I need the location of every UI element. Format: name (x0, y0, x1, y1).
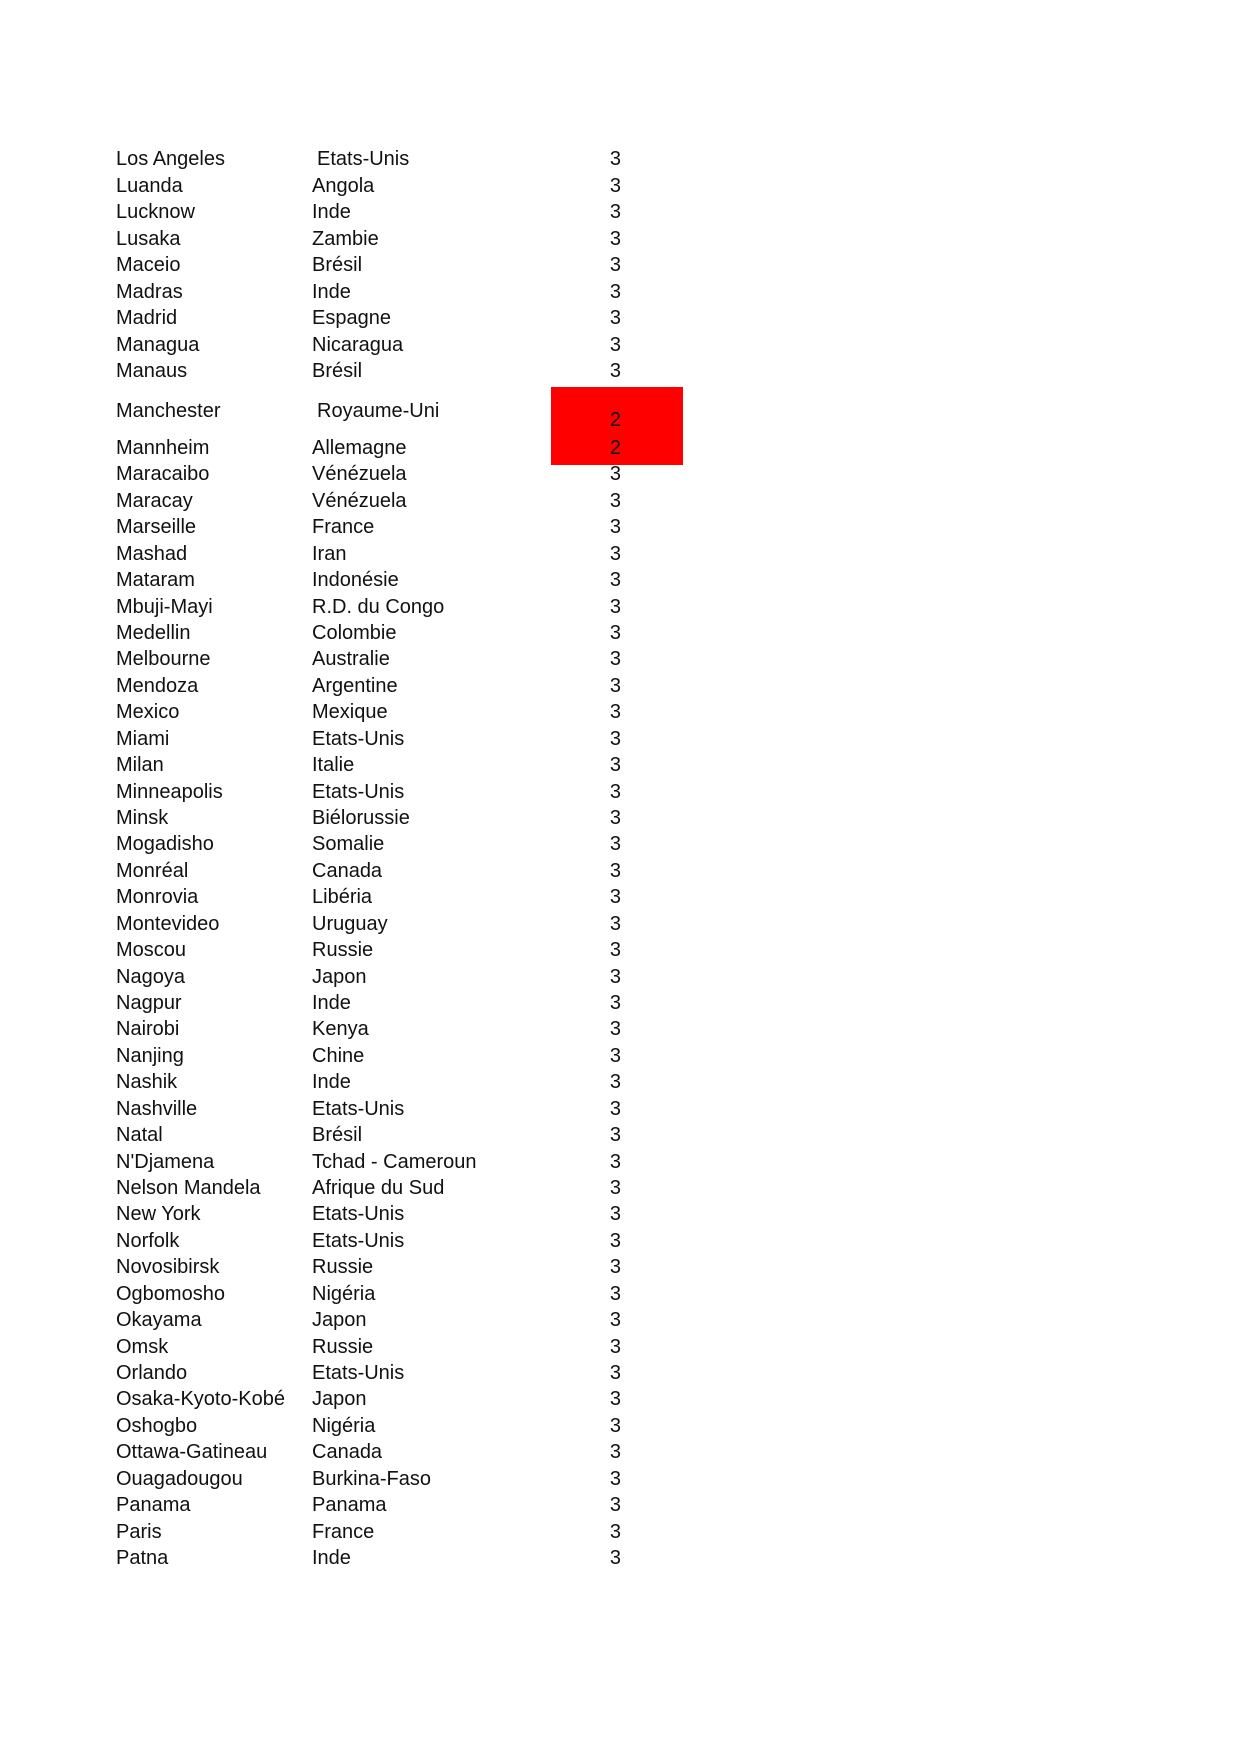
country-cell: Brésil (312, 360, 363, 383)
table-row (0, 1175, 1241, 1201)
table-row (0, 831, 1241, 857)
country-cell: Inde (312, 1071, 351, 1094)
rank-cell: 3 (609, 1388, 621, 1411)
table-row (0, 461, 1241, 487)
rank-cell: 3 (609, 254, 621, 277)
table-row (0, 884, 1241, 910)
table-row (0, 398, 1241, 431)
rank-cell: 3 (609, 701, 621, 724)
rank-cell: 3 (609, 1362, 621, 1385)
country-cell: Libéria (312, 886, 373, 909)
rank-cell: 3 (609, 280, 621, 303)
rank-cell: 3 (609, 1044, 621, 1067)
city-cell: Melbourne (116, 648, 211, 671)
country-cell: Brésil (312, 1124, 363, 1147)
table-row (0, 567, 1241, 593)
rank-cell: 3 (609, 754, 621, 777)
country-cell: Nigéria (312, 1414, 376, 1437)
country-cell: Etats-Unis (317, 148, 410, 170)
rank-cell: 3 (609, 595, 621, 618)
city-cell: Ouagadougou (116, 1467, 243, 1490)
rank-cell: 3 (609, 1309, 621, 1332)
country-cell: France (312, 516, 375, 539)
rank-cell: 3 (609, 174, 621, 197)
country-cell: Nigéria (312, 1282, 376, 1305)
table-row (0, 1254, 1241, 1280)
table-row (0, 1122, 1241, 1148)
rank-cell: 3 (609, 1547, 621, 1570)
country-cell: Indonésie (312, 569, 399, 592)
country-cell: Allemagne (312, 437, 407, 459)
city-cell: Moscou (116, 939, 187, 962)
country-cell: Kenya (312, 1018, 369, 1041)
table-row (0, 146, 1241, 172)
rank-cell: 3 (609, 674, 621, 697)
country-cell: Nicaragua (312, 333, 404, 356)
country-cell: Uruguay (312, 912, 388, 935)
table-row (0, 514, 1241, 540)
country-cell: Colombie (312, 622, 397, 644)
table-row (0, 964, 1241, 990)
rank-cell: 3 (609, 1018, 621, 1041)
rank-cell: 3 (609, 1177, 621, 1200)
table-row (0, 1096, 1241, 1122)
city-cell: Okayama (116, 1309, 202, 1332)
city-cell: Patna (116, 1547, 169, 1570)
city-cell: Omsk (116, 1335, 169, 1358)
city-cell: Luanda (116, 174, 183, 197)
country-cell: Somalie (312, 833, 385, 856)
country-cell: Russie (312, 1256, 374, 1279)
table-row (0, 1281, 1241, 1307)
rank-cell: 3 (609, 1071, 621, 1094)
table-row (0, 1360, 1241, 1386)
city-cell: Los Angeles (116, 148, 225, 170)
table-row (0, 488, 1241, 514)
table-row (0, 1016, 1241, 1042)
country-cell: Biélorussie (312, 807, 410, 830)
city-cell: Minsk (116, 807, 169, 830)
country-cell: Chine (312, 1044, 365, 1067)
country-cell: Tchad - Cameroun (312, 1150, 477, 1173)
country-cell: Etats-Unis (312, 1203, 405, 1226)
country-cell: Etats-Unis (312, 1362, 405, 1385)
city-cell: Managua (116, 333, 200, 356)
table-row (0, 1519, 1241, 1545)
rank-cell: 3 (609, 859, 621, 882)
table-row (0, 620, 1241, 646)
country-cell: Canada (312, 859, 383, 882)
table-row (0, 1466, 1241, 1492)
city-cell: Lusaka (116, 227, 181, 250)
city-cell: Mataram (116, 569, 195, 592)
city-cell: Madrid (116, 307, 178, 330)
city-cell: Mannheim (116, 437, 210, 459)
rank-cell: 3 (609, 939, 621, 962)
table-row (0, 726, 1241, 752)
city-cell: Madras (116, 280, 183, 303)
city-cell: Medellin (116, 622, 191, 644)
rank-cell: 3 (609, 992, 621, 1015)
city-cell: Manaus (116, 360, 188, 383)
rank-cell: 3 (609, 780, 621, 803)
table-row (0, 1334, 1241, 1360)
rank-cell: 3 (609, 333, 621, 356)
rank-cell: 2 (609, 437, 621, 459)
country-cell: Canada (312, 1441, 383, 1464)
country-cell: Russie (312, 1335, 374, 1358)
country-cell: Japon (312, 1388, 367, 1411)
country-cell: Vénézuela (312, 463, 407, 486)
rank-cell: 3 (609, 886, 621, 909)
rank-cell: 3 (609, 1335, 621, 1358)
rank-cell: 3 (609, 965, 621, 988)
city-cell: Marseille (116, 516, 197, 539)
table-row (0, 541, 1241, 567)
country-cell: Angola (312, 174, 375, 197)
table-row (0, 1228, 1241, 1254)
country-cell: Etats-Unis (312, 727, 405, 750)
country-cell: Burkina-Faso (312, 1467, 431, 1490)
table-row (0, 990, 1241, 1016)
table-row (0, 1413, 1241, 1439)
rank-cell: 3 (609, 463, 621, 486)
table-row (0, 435, 1241, 461)
rank-cell: 3 (609, 1256, 621, 1279)
city-cell: Manchester (116, 400, 221, 422)
country-cell: Japon (312, 965, 367, 988)
table-row (0, 699, 1241, 725)
rank-cell: 3 (609, 1414, 621, 1437)
table-row (0, 305, 1241, 331)
table-row (0, 1201, 1241, 1227)
table-row (0, 646, 1241, 672)
rank-cell: 3 (609, 227, 621, 250)
table-row (0, 673, 1241, 699)
country-cell: Japon (312, 1309, 367, 1332)
rank-cell: 3 (609, 1150, 621, 1173)
table-row (0, 1439, 1241, 1465)
table-row (0, 779, 1241, 805)
table-row (0, 752, 1241, 778)
country-cell: Vénézuela (312, 489, 407, 512)
city-cell: Norfolk (116, 1229, 180, 1252)
city-cell: Mogadisho (116, 833, 214, 856)
country-cell: Etats-Unis (312, 1097, 405, 1120)
country-cell: R.D. du Congo (312, 595, 445, 618)
city-cell: Nanjing (116, 1044, 184, 1067)
country-cell: Italie (312, 754, 355, 777)
city-cell: Maracaibo (116, 463, 210, 486)
country-cell: Inde (312, 992, 351, 1015)
city-cell: Lucknow (116, 201, 195, 224)
table-row (0, 1149, 1241, 1175)
city-cell: Oshogbo (116, 1414, 198, 1437)
table-row (0, 173, 1241, 199)
country-cell: France (312, 1520, 375, 1543)
country-cell: Argentine (312, 674, 398, 697)
table-row (0, 1492, 1241, 1518)
country-cell: Mexique (312, 701, 388, 724)
rank-cell: 3 (609, 1124, 621, 1147)
city-cell: Orlando (116, 1362, 188, 1385)
city-cell: Novosibirsk (116, 1256, 220, 1279)
rank-cell: 3 (609, 1467, 621, 1490)
city-cell: Paris (116, 1520, 162, 1543)
city-cell: New York (116, 1203, 201, 1226)
city-cell: Monréal (116, 859, 189, 882)
rank-cell: 3 (609, 648, 621, 671)
rank-cell: 3 (609, 807, 621, 830)
rank-cell: 3 (609, 1097, 621, 1120)
table-row (0, 199, 1241, 225)
country-cell: Etats-Unis (312, 1229, 405, 1252)
city-cell: Monrovia (116, 886, 199, 909)
city-cell: Nagpur (116, 992, 182, 1015)
table-row (0, 1386, 1241, 1412)
city-cell: Ottawa-Gatineau (116, 1441, 268, 1464)
table-row (0, 937, 1241, 963)
rank-cell: 3 (609, 1520, 621, 1543)
rank-cell: 3 (609, 489, 621, 512)
rank-cell: 3 (609, 1229, 621, 1252)
rank-cell: 3 (609, 201, 621, 224)
rank-cell: 3 (609, 542, 621, 565)
city-cell: Nelson Mandela (116, 1177, 261, 1200)
city-cell: Milan (116, 754, 164, 777)
country-cell: Australie (312, 648, 390, 671)
city-cell: Mexico (116, 701, 180, 724)
city-cell: Mashad (116, 542, 188, 565)
city-cell: Osaka-Kyoto-Kobé (116, 1388, 285, 1411)
table-row (0, 226, 1241, 252)
city-cell: Nashik (116, 1071, 178, 1094)
city-cell: Mendoza (116, 674, 199, 697)
rank-cell: 3 (609, 1203, 621, 1226)
rank-cell: 3 (609, 833, 621, 856)
country-cell: Iran (312, 542, 347, 565)
city-cell: Nashville (116, 1097, 198, 1120)
rank-cell: 3 (609, 148, 621, 170)
city-cell: Montevideo (116, 912, 220, 935)
table-row (0, 252, 1241, 278)
rank-cell: 3 (609, 727, 621, 750)
city-cell: Nagoya (116, 965, 185, 988)
city-cell: Natal (116, 1124, 163, 1147)
rank-cell: 3 (609, 1282, 621, 1305)
country-cell: Inde (312, 280, 351, 303)
table-row (0, 1069, 1241, 1095)
city-cell: Maracay (116, 489, 193, 512)
city-cell: Ogbomosho (116, 1282, 225, 1305)
rank-cell: 3 (609, 516, 621, 539)
city-cell: Minneapolis (116, 780, 223, 803)
country-cell: Royaume-Uni (317, 400, 440, 422)
city-cell: Nairobi (116, 1018, 180, 1041)
country-cell: Russie (312, 939, 374, 962)
city-cell: N'Djamena (116, 1150, 215, 1173)
rank-cell: 3 (609, 569, 621, 592)
table-row (0, 805, 1241, 831)
table-row (0, 594, 1241, 620)
country-cell: Inde (312, 1547, 351, 1570)
country-cell: Afrique du Sud (312, 1177, 445, 1200)
city-cell: Maceio (116, 254, 181, 277)
table-row (0, 332, 1241, 358)
country-cell: Espagne (312, 307, 391, 330)
rank-cell: 3 (609, 1494, 621, 1517)
table-row (0, 1043, 1241, 1069)
country-cell: Etats-Unis (312, 780, 405, 803)
city-cell: Mbuji-Mayi (116, 595, 213, 618)
country-cell: Panama (312, 1494, 387, 1517)
rank-cell: 3 (609, 1441, 621, 1464)
table-row (0, 1307, 1241, 1333)
country-cell: Brésil (312, 254, 363, 277)
table-row (0, 279, 1241, 305)
country-cell: Inde (312, 201, 351, 224)
rank-cell: 3 (609, 912, 621, 935)
rank-cell: 3 (609, 307, 621, 330)
table-row (0, 358, 1241, 384)
city-cell: Panama (116, 1494, 191, 1517)
table-row (0, 1545, 1241, 1571)
rank-cell: 2 (609, 409, 621, 431)
rank-cell: 3 (609, 360, 621, 383)
city-cell: Miami (116, 727, 170, 750)
table-row (0, 911, 1241, 937)
table-row (0, 858, 1241, 884)
country-cell: Zambie (312, 227, 379, 250)
rank-cell: 3 (609, 622, 621, 644)
